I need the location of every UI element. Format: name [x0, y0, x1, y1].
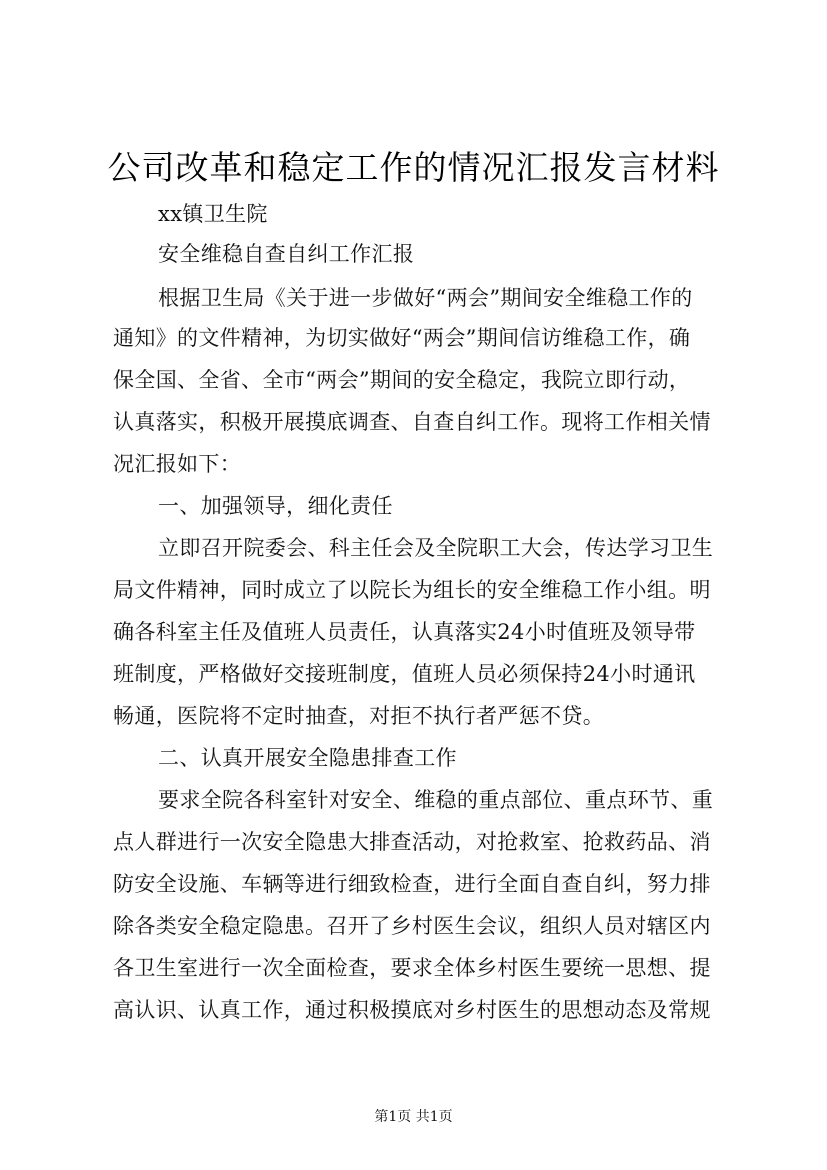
text-line: 保全国、全省、全市“两会”期间的安全稳定，我院立即行动， [113, 368, 691, 392]
text-line: 防安全设施、车辆等进行细致检查，进行全面自查自纠，努力排 [113, 872, 711, 896]
text-line: 班制度，严格做好交接班制度，值班人员必须保持24小时通讯 [113, 662, 696, 686]
text-line: 要求全院各科室针对安全、维稳的重点部位、重点环节、重 [158, 788, 714, 812]
page-footer: 第1页 共1页 [374, 1109, 453, 1125]
text-line: 安全维稳自查自纠工作汇报 [158, 242, 415, 266]
text-line: 况汇报如下： [113, 452, 242, 476]
text-line: 除各类安全稳定隐患。召开了乡村医生会议，组织人员对辖区内 [113, 914, 711, 938]
text-line: 高认识、认真工作，通过积极摸底对乡村医生的思想动态及常规 [113, 998, 711, 1022]
text-line: 各卫生室进行一次全面检查，要求全体乡村医生要统一思想、提 [113, 956, 711, 980]
text-line: xx镇卫生院 [158, 202, 268, 226]
section-heading: 一、加强领导，细化责任 [158, 494, 393, 518]
text-line: 认真落实，积极开展摸底调查、自查自纠工作。现将工作相关情 [113, 410, 711, 434]
text-line: 畅通，医院将不定时抽查，对拒不执行者严惩不贷。 [113, 704, 605, 728]
text-line: 点人群进行一次安全隐患大排查活动，对抢救室、抢救药品、消 [113, 830, 711, 854]
section-heading: 二、认真开展安全隐患排查工作 [158, 746, 457, 770]
document-title: 公司改革和稳定工作的情况汇报发言材料 [107, 148, 720, 187]
text-line: 通知》的文件精神，为切实做好“两会”期间信访维稳工作，确 [113, 326, 691, 350]
text-line: 确各科室主任及值班人员责任，认真落实24小时值班及领导带 [113, 620, 696, 644]
text-line: 局文件精神，同时成立了以院长为组长的安全维稳工作小组。明 [113, 578, 711, 602]
text-line: 立即召开院委会、科主任会及全院职工大会，传达学习卫生 [158, 536, 714, 560]
text-line: 根据卫生局《关于进一步做好“两会”期间安全维稳工作的 [158, 286, 693, 310]
